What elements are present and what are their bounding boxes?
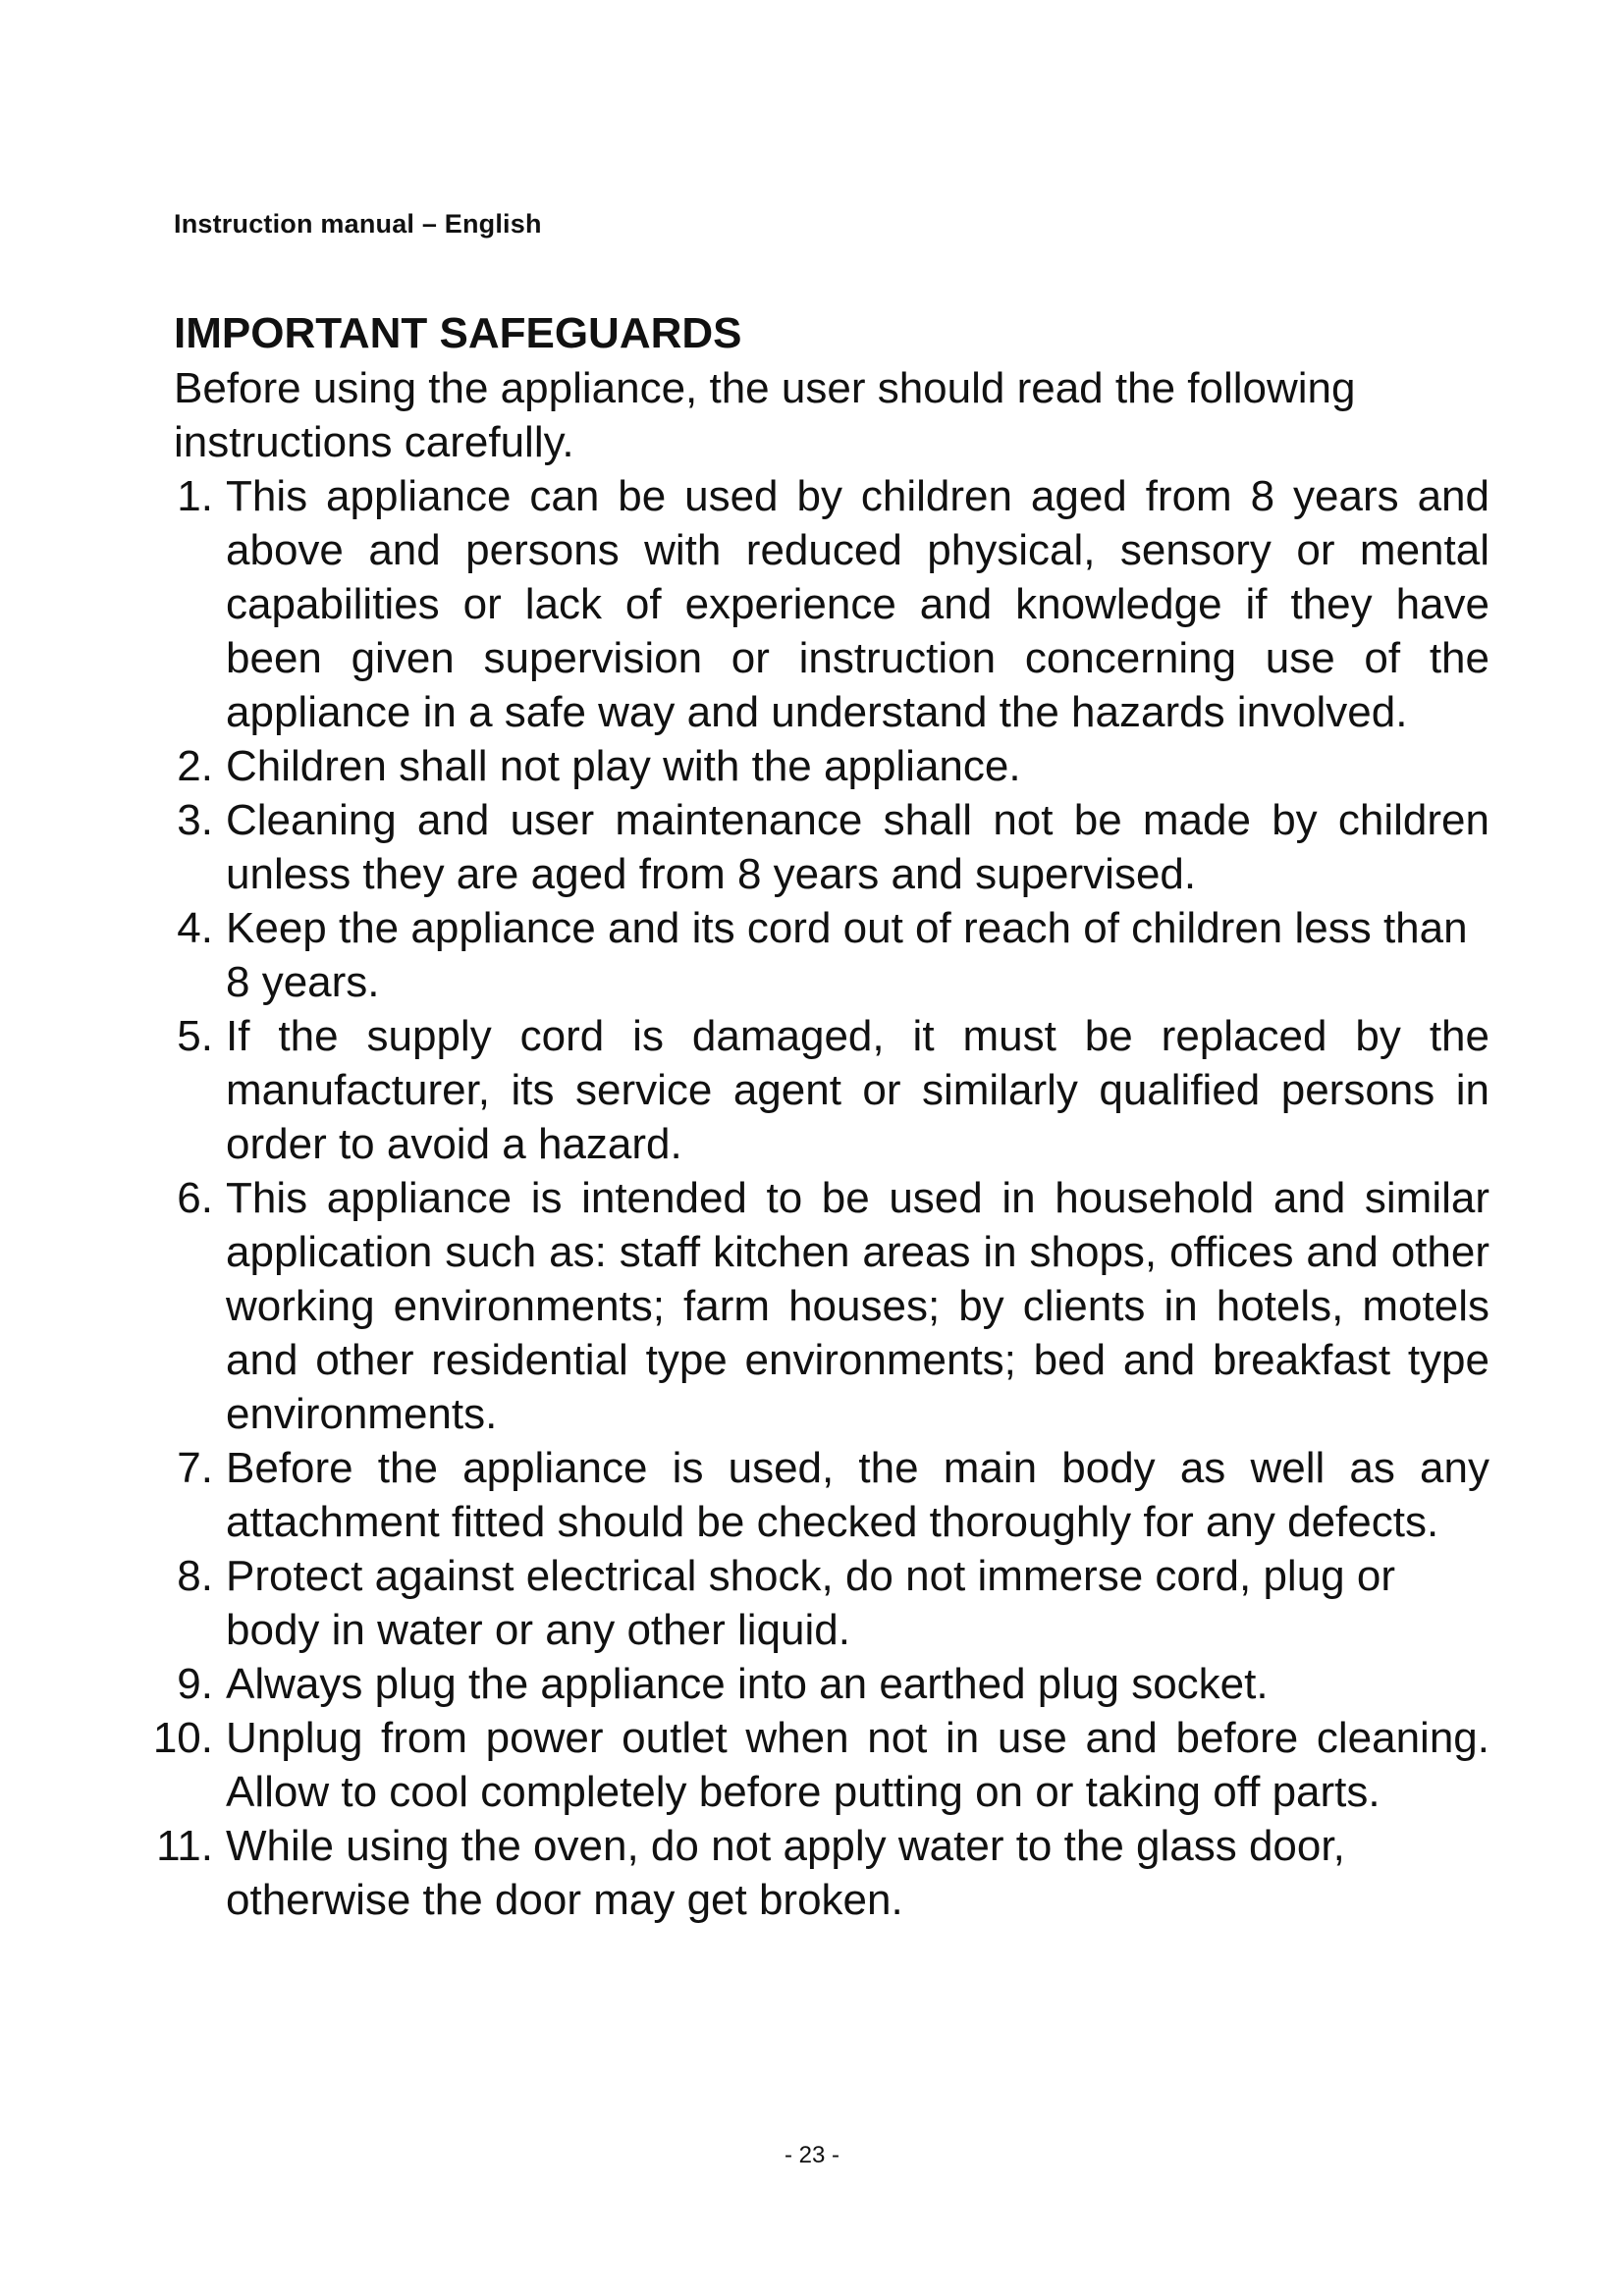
item-text: This appliance is intended to be used in household and similar application such as: staff kitchen areas in shops, offices and other working environments; farm houses; by clients in hotels, motels and other residential type environments; bed and breakfast type environments.	[226, 1174, 1489, 1438]
page-number: - 23 -	[784, 2142, 839, 2168]
safeguards-section	[152, 306, 1489, 1927]
item-number: 4.	[177, 904, 213, 952]
item-text: While using the oven, do not apply water to the glass door, otherwise the door may get broken.	[226, 1822, 1345, 1924]
item-number: 5.	[177, 1012, 213, 1060]
list-item	[174, 1657, 1489, 1711]
list-item	[174, 1549, 1489, 1657]
item-number: 6.	[177, 1174, 213, 1222]
list-item	[174, 739, 1489, 793]
intro-paragraph: Before using the appliance, the user should read the following instructions carefully.	[174, 364, 1356, 466]
list-item	[174, 469, 1489, 739]
item-text: Keep the appliance and its cord out of reach of children less than 8 years.	[226, 904, 1468, 1006]
item-number: 7.	[177, 1444, 213, 1492]
document-header: Instruction manual – English	[174, 209, 542, 239]
item-text: This appliance can be used by children aged from 8 years and above and persons with reduced physical, sensory or mental capabilities or lack of experience and knowledge if they have been given supervision or instruction concerning use of the appliance in a safe way and understand the hazards involved.	[226, 472, 1489, 736]
item-text: Unplug from power outlet when not in use and before cleaning. Allow to cool completely before putting on or taking off parts.	[226, 1714, 1489, 1816]
item-text: Always plug the appliance into an earthed plug socket.	[226, 1660, 1269, 1708]
item-number: 2.	[177, 742, 213, 790]
item-text: Protect against electrical shock, do not immerse cord, plug or body in water or any other liquid.	[226, 1552, 1395, 1654]
item-number: 3.	[177, 796, 213, 844]
item-number: 10.	[152, 1714, 213, 1762]
list-item	[152, 1711, 1489, 1819]
item-text: If the supply cord is damaged, it must be replaced by the manufacturer, its service agent or similarly qualified persons in order to avoid a hazard.	[226, 1012, 1489, 1168]
item-text: Children shall not play with the appliance.	[226, 742, 1021, 790]
item-number: 1.	[177, 472, 213, 520]
list-item	[156, 1819, 1489, 1927]
item-number: 8.	[177, 1552, 213, 1600]
item-number: 11.	[156, 1822, 213, 1870]
list-item	[174, 1441, 1489, 1549]
item-text: Cleaning and user maintenance shall not be made by children unless they are aged from 8 years and supervised.	[226, 796, 1489, 898]
list-item	[174, 1009, 1489, 1171]
section-title: IMPORTANT SAFEGUARDS	[174, 309, 742, 357]
item-text: Before the appliance is used, the main body as well as any attachment fitted should be checked thoroughly for any defects.	[226, 1444, 1489, 1546]
list-item	[174, 1171, 1489, 1441]
list-item	[174, 901, 1489, 1009]
item-number: 9.	[177, 1660, 213, 1708]
safeguards-list	[152, 469, 1489, 1927]
list-item	[174, 793, 1489, 901]
